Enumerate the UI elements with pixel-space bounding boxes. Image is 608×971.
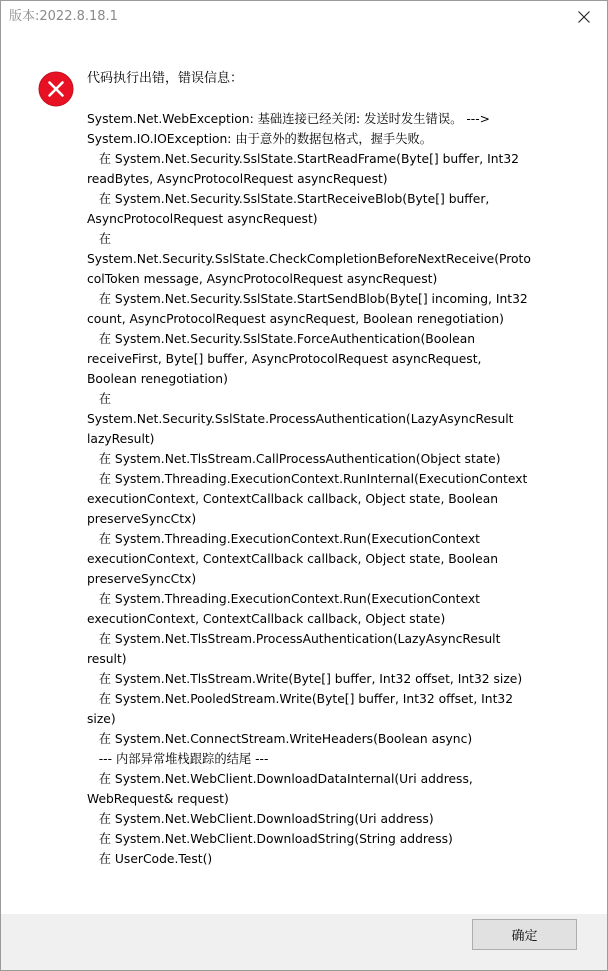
message-line: 在 System.Net.PooledStream.Write(Byte[] buffer, Int32 offset, Int32 — [87, 692, 514, 706]
ok-button[interactable]: 确定 — [472, 919, 577, 950]
message-line: Boolean renegotiation) — [87, 372, 228, 386]
message-line: 在 System.Threading.ExecutionContext.Run(ExecutionContext — [87, 532, 480, 546]
message-line: 在 — [87, 232, 112, 246]
message-line: executionContext, ContextCallback callback, Object state) — [87, 612, 446, 626]
message-line: 在 System.Net.WebClient.DownloadString(String address) — [87, 832, 453, 846]
message-line: 在 System.Net.Security.SslState.StartReadFrame(Byte[] buffer, Int32 — [87, 152, 519, 166]
message-line: --- 内部异常堆栈跟踪的结尾 --- — [87, 752, 269, 766]
message-line: 在 System.Threading.ExecutionContext.RunInternal(ExecutionContext — [87, 472, 528, 486]
message-line: System.IO.IOException: 由于意外的数据包格式，握手失败。 — [87, 132, 433, 146]
title-bar — [1, 1, 607, 33]
message-line: preserveSyncCtx) — [87, 512, 197, 526]
message-line: System.Net.WebException: 基础连接已经关闭: 发送时发生错误。 ---> — [87, 112, 490, 126]
close-icon — [578, 11, 590, 23]
message-line: WebRequest& request) — [87, 792, 229, 806]
message-line: 在 System.Threading.ExecutionContext.Run(ExecutionContext — [87, 592, 480, 606]
error-message — [87, 109, 565, 869]
message-line: 在 UserCode.Test() — [87, 852, 213, 866]
error-heading: 代码执行出错，错误信息： — [87, 71, 244, 86]
message-line: readBytes, AsyncProtocolRequest asyncRequest) — [87, 172, 388, 186]
message-line: result) — [87, 652, 127, 666]
message-line: colToken message, AsyncProtocolRequest asyncRequest) — [87, 272, 438, 286]
message-line: 在 System.Net.TlsStream.Write(Byte[] buffer, Int32 offset, Int32 size) — [87, 672, 523, 686]
message-line: 在 System.Net.WebClient.DownloadString(Uri address) — [87, 812, 434, 826]
message-line: 在 System.Net.TlsStream.CallProcessAuthentication(Object state) — [87, 452, 501, 466]
message-line: System.Net.Security.SslState.ProcessAuthentication(LazyAsyncResult — [87, 412, 514, 426]
message-line: receiveFirst, Byte[] buffer, AsyncProtocolRequest asyncRequest, — [87, 352, 482, 366]
error-icon — [38, 71, 74, 107]
message-line: preserveSyncCtx) — [87, 572, 197, 586]
close-button[interactable] — [561, 1, 607, 33]
message-line: 在 System.Net.ConnectStream.WriteHeaders(Boolean async) — [87, 732, 473, 746]
window-title: 版本:2022.8.18.1 — [9, 9, 118, 24]
message-line: executionContext, ContextCallback callback, Object state, Boolean — [87, 492, 499, 506]
message-line: 在 System.Net.Security.SslState.ForceAuthentication(Boolean — [87, 332, 476, 346]
message-line: size) — [87, 712, 116, 726]
message-line: 在 System.Net.WebClient.DownloadDataInternal(Uri address, — [87, 772, 473, 786]
message-line: 在 System.Net.Security.SslState.StartSendBlob(Byte[] incoming, Int32 — [87, 292, 528, 306]
message-line: System.Net.Security.SslState.CheckCompletionBeforeNextReceive(Proto — [87, 252, 531, 266]
message-line: AsyncProtocolRequest asyncRequest) — [87, 212, 318, 226]
message-line: 在 System.Net.TlsStream.ProcessAuthentication(LazyAsyncResult — [87, 632, 501, 646]
message-line: 在 — [87, 392, 112, 406]
message-line: count, AsyncProtocolRequest asyncRequest, Boolean renegotiation) — [87, 312, 504, 326]
message-line: lazyResult) — [87, 432, 155, 446]
message-line: 在 System.Net.Security.SslState.StartReceiveBlob(Byte[] buffer, — [87, 192, 490, 206]
message-line: executionContext, ContextCallback callback, Object state, Boolean — [87, 552, 499, 566]
